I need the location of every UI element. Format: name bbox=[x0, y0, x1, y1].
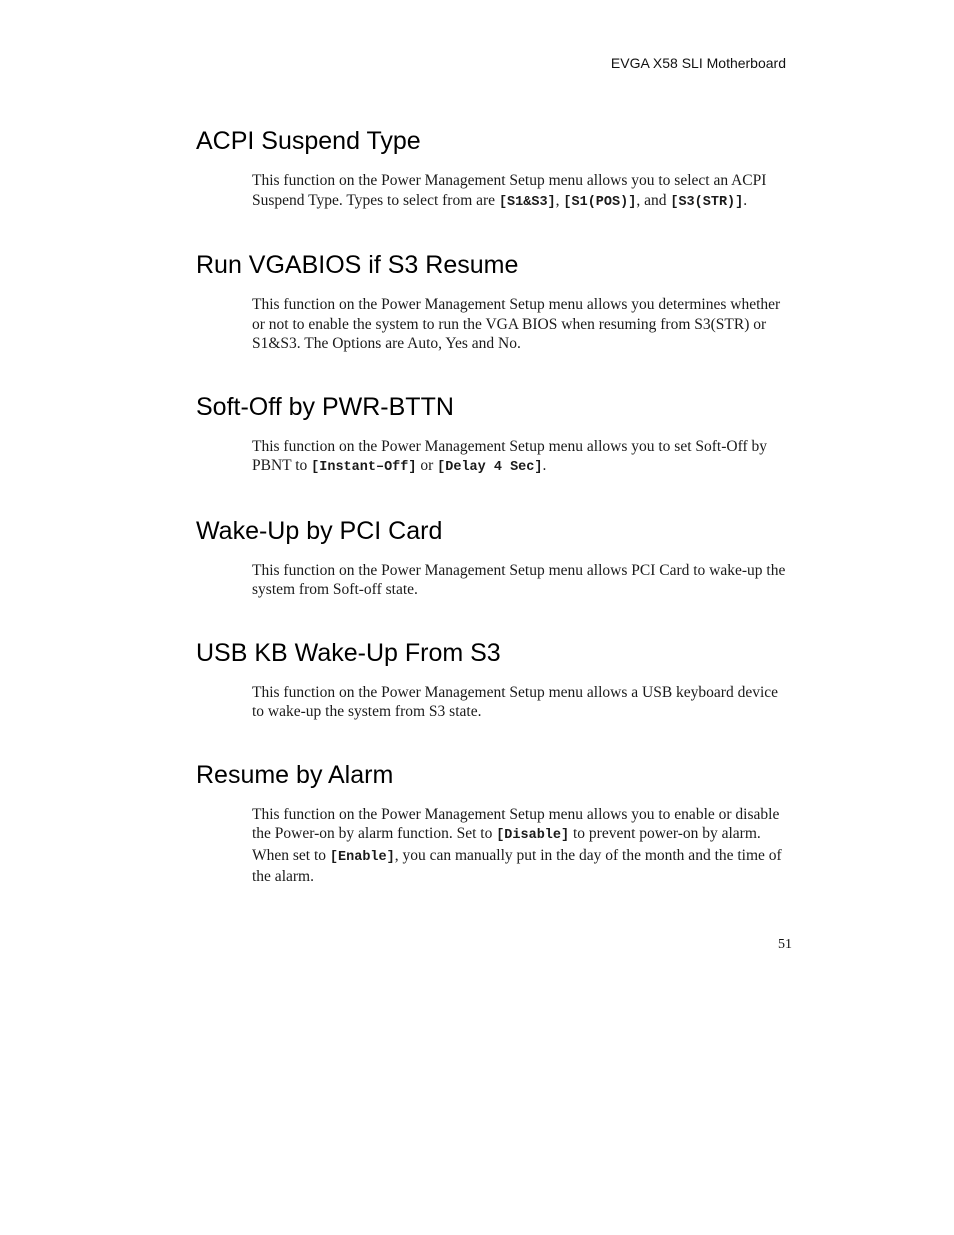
section-body bbox=[252, 171, 792, 212]
section-heading: Soft-Off by PWR-BTTN bbox=[196, 392, 454, 421]
section-acpi-suspend-type bbox=[196, 124, 796, 212]
sections bbox=[196, 124, 796, 923]
section-soft-off-by-pwr-bttn bbox=[196, 390, 796, 478]
section-heading: Resume by Alarm bbox=[196, 760, 394, 789]
section-heading: Run VGABIOS if S3 Resume bbox=[196, 251, 519, 279]
section-usb-kb-wake-up bbox=[196, 636, 796, 722]
option-code: [Enable] bbox=[329, 849, 395, 865]
body-text: This function on the Power Management Setup menu allows you determines whether or not to enable the system to run the VGA BIOS when resuming from S3(STR) or S1&S3. The Options are Auto, Yes and No. bbox=[252, 296, 781, 352]
section-body bbox=[252, 683, 792, 722]
body-text: , you can manually put in the day of the month and the time of the alarm. bbox=[252, 846, 782, 885]
section-run-vgabios bbox=[196, 248, 796, 354]
body-text: This function on the Power Management Setup menu allows you to select an ACPI Suspend Type. Types to select from are bbox=[252, 172, 767, 209]
body-text: This function on the Power Management Setup menu allows a USB keyboard device to wake-up the system from S3 state. bbox=[252, 683, 779, 720]
option-code: [Disable] bbox=[496, 828, 570, 843]
body-text: . bbox=[743, 191, 748, 209]
option-code: [S1(POS)] bbox=[563, 194, 637, 210]
body-text: , and bbox=[636, 191, 671, 209]
section-heading: Wake-Up by PCI Card bbox=[196, 516, 443, 545]
body-text: This function on the Power Management Setup menu allows PCI Card to wake-up the system from Soft-off state. bbox=[252, 561, 786, 598]
body-text: or bbox=[416, 457, 438, 474]
section-body bbox=[252, 561, 792, 600]
section-body bbox=[252, 805, 792, 887]
section-heading: USB KB Wake-Up From S3 bbox=[196, 638, 501, 667]
page-number: 51 bbox=[778, 937, 792, 952]
section-wake-up-by-pci-card bbox=[196, 514, 796, 600]
section-body bbox=[252, 437, 792, 478]
option-code: [S1&S3] bbox=[498, 194, 556, 210]
body-text: . bbox=[542, 457, 547, 474]
option-code: [Delay 4 Sec] bbox=[437, 460, 543, 475]
body-text: to prevent power-on by alarm. When set to bbox=[252, 825, 761, 864]
section-heading: ACPI Suspend Type bbox=[196, 127, 421, 155]
body-text: , bbox=[555, 191, 564, 209]
section-body bbox=[252, 295, 792, 354]
body-text: This function on the Power Management Setup menu allows you to set Soft-Off by PBNT to bbox=[252, 437, 768, 474]
option-code: [Instant–Off] bbox=[311, 460, 417, 475]
body-text: This function on the Power Management Setup menu allows you to enable or disable the Power-on by alarm function. Set to bbox=[252, 805, 780, 842]
running-header: EVGA X58 SLI Motherboard bbox=[610, 55, 786, 71]
section-resume-by-alarm bbox=[196, 758, 796, 887]
option-code: [S3(STR)] bbox=[670, 194, 744, 210]
